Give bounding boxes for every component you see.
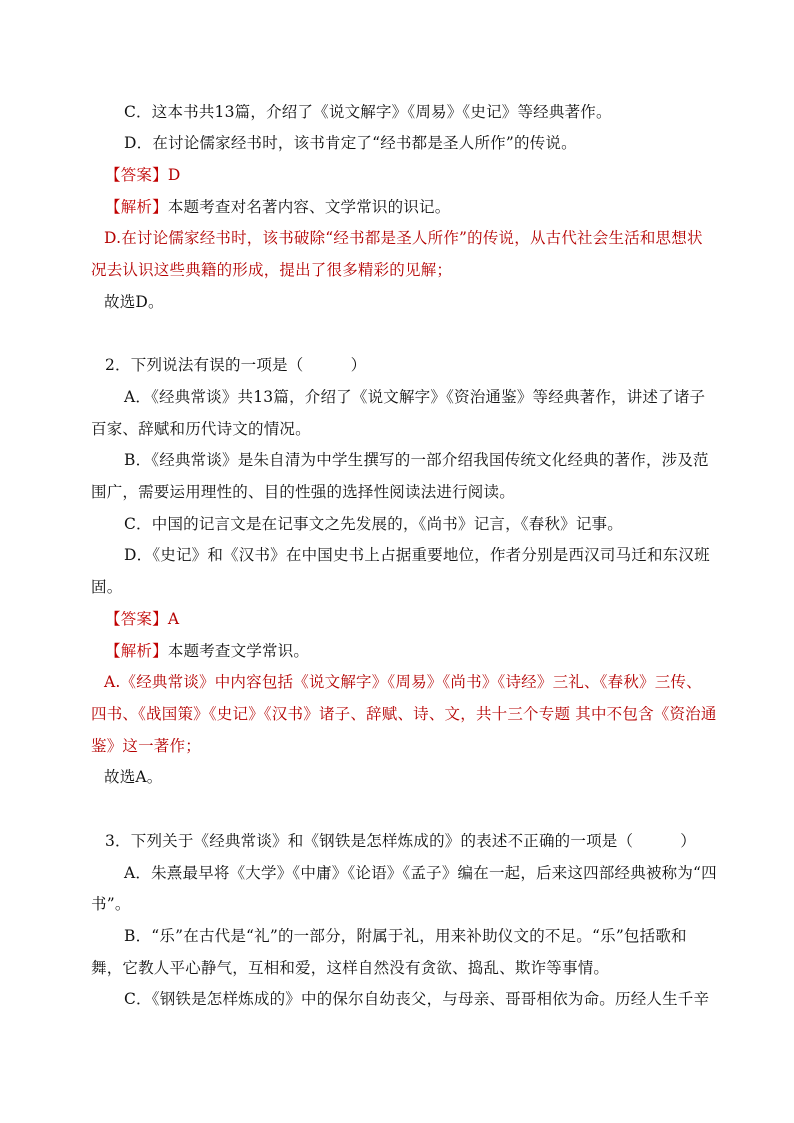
q1-analysis: [105, 196, 450, 218]
q3-option-a-line-2: 书”。: [91, 895, 131, 913]
q2-option-a-line-1: A．《经典常谈》共13篇，介绍了《说文解字》《资治通鉴》等经典著作，讲述了诸子: [124, 388, 706, 406]
q1-explain-line-1: D.在讨论儒家经书时，该书破除“经书都是圣人所作”的传说，从古代社会生活和思想状: [104, 229, 703, 247]
answer-value: D: [167, 166, 181, 184]
q2-choose: 故选A。: [104, 768, 163, 786]
q2-explain-line-1: A.《经典常谈》中内容包括《说文解字》《周易》《尚书》《诗经》三礼、《春秋》三传、: [104, 673, 702, 691]
analysis-tag: 【解析】: [105, 198, 168, 216]
q2-explain-line-2: 四书、《战国策》《史记》《汉书》诸子、辞赋、诗、文，共十三个专题 其中不包含《资治通: [91, 705, 717, 723]
q2-analysis: [105, 640, 309, 662]
answer-tag: 【答案】: [105, 610, 168, 628]
analysis-tag: 【解析】: [105, 642, 168, 660]
q2-answer: [105, 608, 179, 630]
q3-option-b-line-2: 舞，它教人平心静气，互相和爱，这样自然没有贪欲、捣乱、欺诈等事情。: [91, 959, 610, 977]
analysis-text: 本题考查对名著内容、文学常识的识记。: [167, 198, 451, 216]
q1-answer: [105, 164, 180, 186]
q3-option-c-line-1: C．《钢铁是怎样炼成的》中的保尔自幼丧父，与母亲、哥哥相依为命。历经人生千辛: [124, 990, 710, 1008]
answer-value: A: [167, 610, 180, 628]
q1-choose: 故选D。: [104, 293, 164, 311]
q1-explain-line-2: 况去认识这些典籍的形成，提出了很多精彩的见解；: [91, 261, 453, 279]
q1-option-c: C．这本书共13篇，介绍了《说文解字》《周易》《史记》等经典著作。: [124, 103, 612, 121]
q2-option-b-line-1: B．《经典常谈》是朱自清为中学生撰写的一部介绍我国传统文化经典的著作，涉及范: [124, 451, 709, 469]
q3-option-a-line-1: A．朱熹最早将《大学》《中庸》《论语》《孟子》编在一起，后来这四部经典被称为“四: [124, 864, 717, 882]
q2-option-b-line-2: 围广，需要运用理性的、目的性强的选择性阅读法进行阅读。: [91, 483, 515, 501]
q2-stem: 2．下列说法有误的一项是（ ）: [105, 356, 367, 374]
q2-explain-line-3: 鉴》这一著作；: [91, 737, 201, 755]
q1-option-d: D．在讨论儒家经书时，该书肯定了“经书都是圣人所作”的传说。: [124, 134, 577, 152]
analysis-text: 本题考查文学常识。: [167, 642, 310, 660]
q3-option-b-line-1: B．“乐”在古代是“礼”的一部分，附属于礼，用来补助仪文的不足。“乐”包括歌和: [124, 927, 687, 945]
q2-option-d-line-1: D．《史记》和《汉书》在中国史书上占据重要地位，作者分别是西汉司马迁和东汉班: [124, 546, 710, 564]
answer-tag: 【答案】: [105, 166, 168, 184]
q3-stem: 3．下列关于《经典常谈》和《钢铁是怎样炼成的》的表述不正确的一项是（ ）: [105, 832, 696, 850]
q2-option-c: C．中国的记言文是在记事文之先发展的，《尚书》记言，《春秋》记事。: [124, 515, 623, 533]
q2-option-a-line-2: 百家、辞赋和历代诗文的情况。: [91, 420, 311, 438]
q2-option-d-line-2: 固。: [91, 578, 123, 596]
